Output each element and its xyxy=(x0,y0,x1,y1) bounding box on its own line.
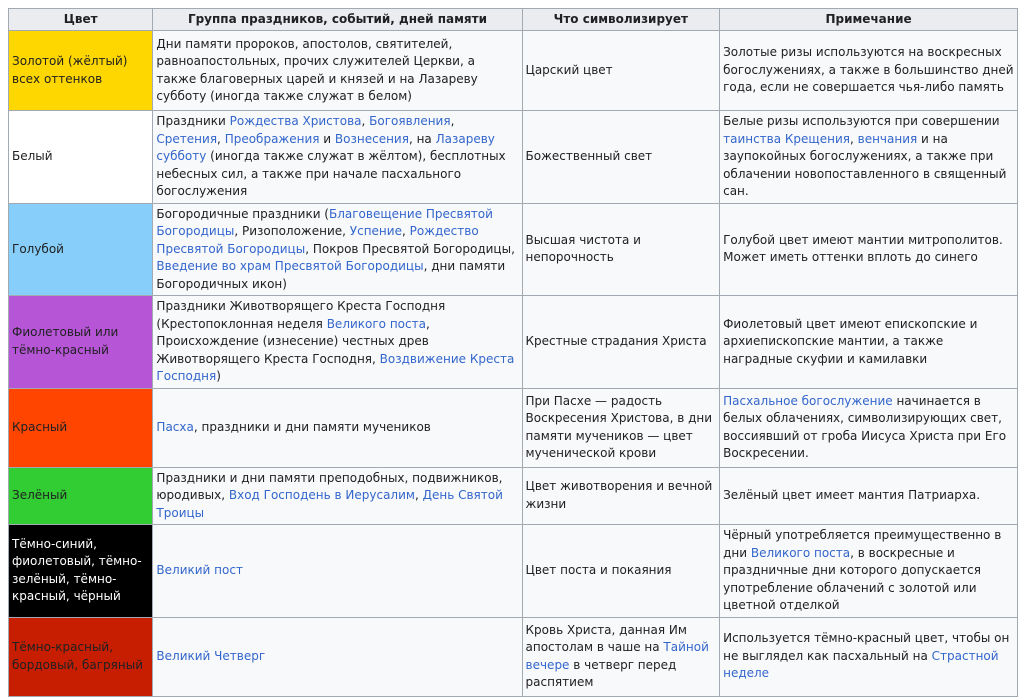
link-ascension[interactable]: Вознесения xyxy=(334,131,409,146)
symbol-cell: Крестные страдания Христа xyxy=(522,296,720,389)
text: , на xyxy=(408,131,436,146)
text: Фиолетовый цвет имеют епископские и архиепископские мантии, а также наградные скуфии и камилавки xyxy=(723,316,978,366)
note-cell xyxy=(720,617,1018,696)
color-cell-violet: Фиолетовый или тёмно-красный xyxy=(9,296,153,389)
table-row xyxy=(9,31,1018,111)
text: , xyxy=(217,131,225,146)
text: Зелёный цвет имеет мантия Патриарха. xyxy=(723,488,981,502)
text: Богородичные праздники ( xyxy=(156,206,329,221)
text: , дни памяти Богородичных икон) xyxy=(156,259,506,291)
link-annunciation[interactable]: Благовещение Пресвятой Богородицы xyxy=(156,206,493,238)
text: Голубой цвет имеют мантии митрополитов. Может иметь оттенки вплоть до синего xyxy=(723,232,1003,265)
text: , xyxy=(401,224,410,238)
color-cell-gold: Золотой (жёлтый) всех оттенков xyxy=(9,31,153,111)
link-nativity[interactable]: Рождества Христова xyxy=(229,114,362,128)
link-great-lent[interactable]: Великий пост xyxy=(156,563,243,577)
link-presentation[interactable]: Сретения xyxy=(156,131,218,146)
text: , xyxy=(361,114,370,128)
symbol-cell: Цвет животворения и вечной жизни xyxy=(522,467,720,525)
text: , праздники и дни памяти мучеников xyxy=(193,419,431,434)
symbol-cell: Царский цвет xyxy=(522,31,720,111)
link-paschal-service[interactable]: Пасхальное богослужение xyxy=(723,393,893,408)
color-cell-white: Белый xyxy=(9,111,153,204)
link-dormition[interactable]: Успение xyxy=(349,224,402,238)
symbol-cell: При Пасхе — радость Воскресения Христова, в дни памяти мучеников — цвет мученической крови xyxy=(522,388,720,467)
text: Праздники xyxy=(156,114,230,128)
note-cell xyxy=(720,467,1018,525)
header-row xyxy=(9,9,1018,31)
link-wedding[interactable]: венчания xyxy=(857,131,918,146)
text: Используется тёмно-красный цвет, чтобы он не выглядел как пасхальный на xyxy=(723,631,1010,663)
color-cell-green: Зелёный xyxy=(9,467,153,525)
link-theophany[interactable]: Богоявления xyxy=(369,114,451,128)
text: , Покров Пресвятой Богородицы, xyxy=(305,241,515,256)
text: , xyxy=(414,488,423,502)
header-note[interactable]: Примечание xyxy=(720,9,1018,31)
group-cell xyxy=(153,203,522,296)
color-cell-darkred: Тёмно-красный, бордовый, багряный xyxy=(9,617,153,696)
link-great-lent[interactable]: Великого поста xyxy=(326,316,426,331)
table-row xyxy=(9,525,1018,618)
note-cell xyxy=(720,31,1018,111)
link-holy-week[interactable]: Страстной неделе xyxy=(723,648,999,681)
symbol-cell: Божественный свет xyxy=(522,111,720,204)
link-entry-temple[interactable]: Введение во храм Пресвятой Богородицы xyxy=(156,259,424,273)
text: Золотые ризы используются на воскресных богослужениях, а также в большинство дней года, если не совершается чья-либо память xyxy=(723,45,1014,95)
text: , xyxy=(450,114,455,128)
text: начинается в белых облачениях, символизирующих свет, воссиявший от гроба Иисуса Христа при Его Воскресении. xyxy=(723,393,1007,460)
link-transfiguration[interactable]: Преображения xyxy=(224,131,320,146)
link-great-lent[interactable]: Великого поста xyxy=(750,545,851,560)
group-cell xyxy=(153,31,522,111)
link-pascha[interactable]: Пасха xyxy=(156,419,194,434)
group-cell xyxy=(153,467,522,525)
text: , Происхождение (изнесение) честных древ Животворящего Креста Господня, xyxy=(156,316,430,366)
group-cell xyxy=(153,111,522,204)
table-row xyxy=(9,617,1018,696)
color-cell-blue: Голубой xyxy=(9,203,153,296)
text: , в воскресные и праздничные дни которого допускается употребление облачений с золотой или цветной отделкой xyxy=(723,545,981,612)
symbol-cell: Высшая чистота и непорочность xyxy=(522,203,720,296)
text: Чёрный употребляется преимущественно в дни xyxy=(723,528,1002,560)
group-cell xyxy=(153,296,522,389)
table-row xyxy=(9,388,1018,467)
text: Праздники и дни памяти преподобных, подвижников, юродивых, xyxy=(156,470,503,502)
text: Праздники Животворящего Креста Господня (Крестопоклонная неделя xyxy=(156,299,446,331)
link-holy-thursday[interactable]: Великий Четверг xyxy=(156,648,266,663)
note-cell xyxy=(720,388,1018,467)
note-cell xyxy=(720,296,1018,389)
group-cell xyxy=(153,617,522,696)
table-row xyxy=(9,111,1018,204)
note-cell xyxy=(720,111,1018,204)
link-exaltation-cross[interactable]: Воздвижение Креста Господня xyxy=(156,351,515,383)
text: Кровь Христа, данная Им апостолам в чаше на xyxy=(525,622,687,654)
link-trinity-day[interactable]: День Святой Троицы xyxy=(156,488,503,520)
text: и на заупокойных богослужениях, а также при облачении новопоставленного в священный сан. xyxy=(723,131,1007,198)
symbol-cell xyxy=(522,617,720,696)
link-last-supper[interactable]: Тайной вечере xyxy=(525,640,709,672)
link-baptism[interactable]: таинства Крещения xyxy=(723,131,850,146)
table-row xyxy=(9,203,1018,296)
group-cell xyxy=(153,388,522,467)
text: в четверг перед распятием xyxy=(525,657,677,689)
text: Дни памяти пророков, апостолов, святителей, равноапостольных, прочих служителей Церкви, а также благоверных царей и князей и на Лазареву субботу (иногда также служат в белом) xyxy=(156,36,478,103)
symbol-cell: Цвет поста и покаяния xyxy=(522,525,720,618)
text: (иногда также служат в жёлтом), бесплотных небесных сил, а также при начале пасхального богослужения xyxy=(156,149,506,198)
text: , Ризоположение, xyxy=(234,224,350,238)
note-cell xyxy=(720,203,1018,296)
text: Белые ризы используются при совершении xyxy=(723,114,1000,128)
liturgical-colors-table xyxy=(8,8,1018,697)
table-row xyxy=(9,467,1018,525)
header-group[interactable]: Группа праздников, событий, дней памяти xyxy=(153,9,522,31)
group-cell xyxy=(153,525,522,618)
header-color[interactable]: Цвет xyxy=(9,9,153,31)
link-nativity-theotokos[interactable]: Рождество Пресвятой Богородицы xyxy=(156,224,479,256)
link-lazarus-saturday[interactable]: Лазареву субботу xyxy=(156,131,495,163)
color-cell-black: Тёмно-синий, фиолетовый, тёмно-зелёный, тёмно-красный, чёрный xyxy=(9,525,153,618)
color-cell-red: Красный xyxy=(9,388,153,467)
table-row xyxy=(9,296,1018,389)
text: ) xyxy=(216,369,221,383)
header-symbol[interactable]: Что символизирует xyxy=(522,9,720,31)
text: и xyxy=(319,131,335,146)
text: , xyxy=(849,131,858,146)
note-cell xyxy=(720,525,1018,618)
link-entry-jerusalem[interactable]: Вход Господень в Иерусалим xyxy=(228,488,415,502)
